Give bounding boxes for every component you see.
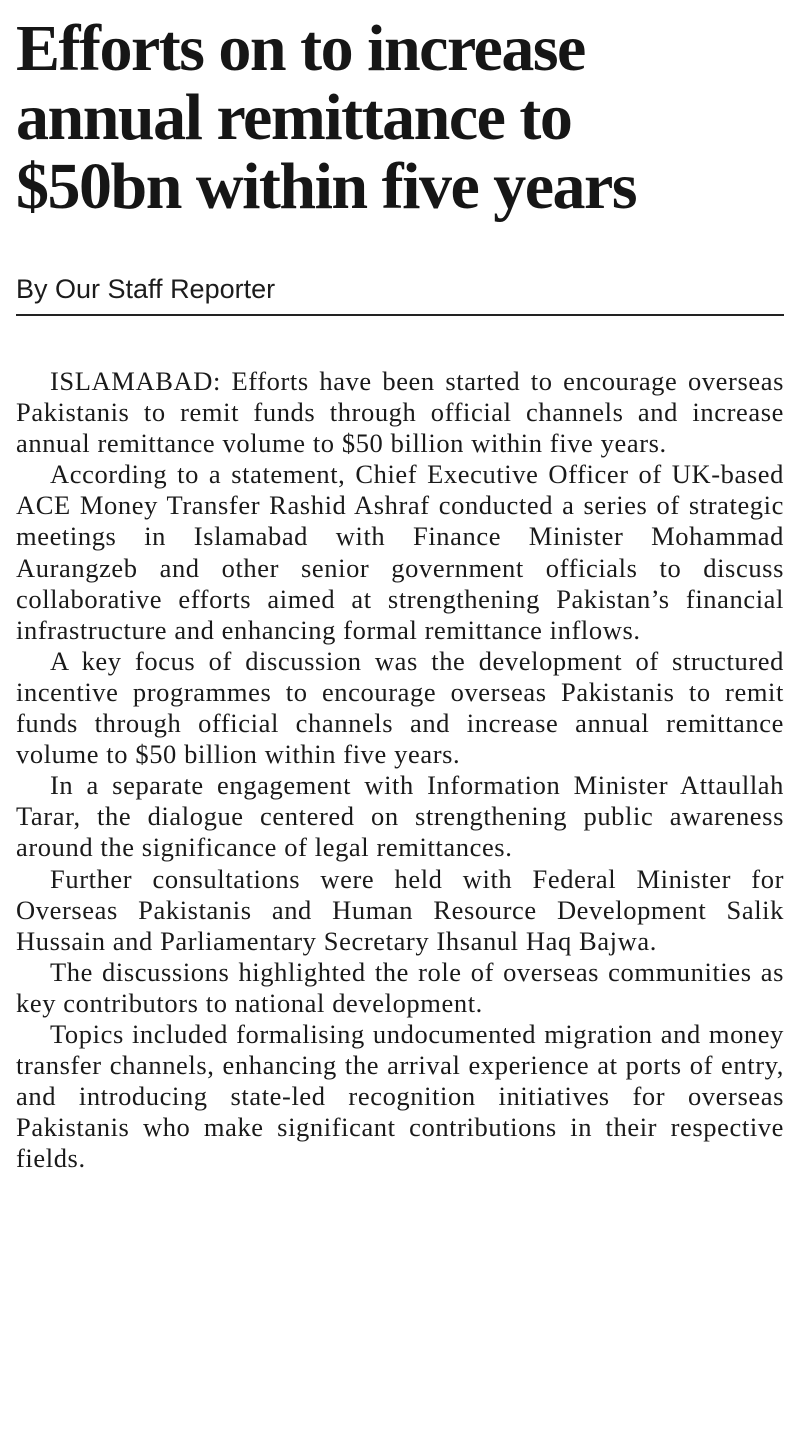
headline-line: Efforts on to increase xyxy=(16,12,585,85)
article-body xyxy=(16,366,784,1174)
news-article xyxy=(16,14,784,1174)
body-paragraph: ISLAMABAD: Efforts have been started to encourage overseas Pakistanis to remit funds through official channels and increase annual remittance volume to $50 billion within five years. xyxy=(16,366,784,459)
body-paragraph: Further consultations were held with Federal Minister for Overseas Pakistanis and Human Resource Development Salik Hussain and Parliamentary Secretary Ihsanul Haq Bajwa. xyxy=(16,863,784,956)
body-paragraph: In a separate engagement with Information Minister Attaullah Tarar, the dialogue centered on strengthening public awareness around the significance of legal remittances. xyxy=(16,770,784,863)
headline xyxy=(16,14,784,221)
body-paragraph: The discussions highlighted the role of overseas communities as key contributors to national development. xyxy=(16,956,784,1018)
headline-line: annual remittance to xyxy=(16,81,572,154)
body-paragraph: A key focus of discussion was the development of structured incentive programmes to encourage overseas Pakistanis to remit funds through official channels and increase annual remittance volume to $50 billion within five years. xyxy=(16,645,784,770)
headline-line: $50bn within five years xyxy=(16,150,637,223)
body-paragraph: Topics included formalising undocumented migration and money transfer channels, enhancing the arrival experience at ports of entry, and introducing state-led recognition initiatives for overseas Pakistanis who make significant contributions in their respective fields. xyxy=(16,1018,784,1174)
byline: By Our Staff Reporter xyxy=(16,273,784,316)
body-paragraph: According to a statement, Chief Executive Officer of UK-based ACE Money Transfer Rashid Ashraf conducted a series of strategic meetings in Islamabad with Finance Minister Mohammad Aurangzeb and other senior government officials to discuss collaborative efforts aimed at strengthening Pakistan’s financial infrastructure and enhancing formal remittance inflows. xyxy=(16,459,784,645)
